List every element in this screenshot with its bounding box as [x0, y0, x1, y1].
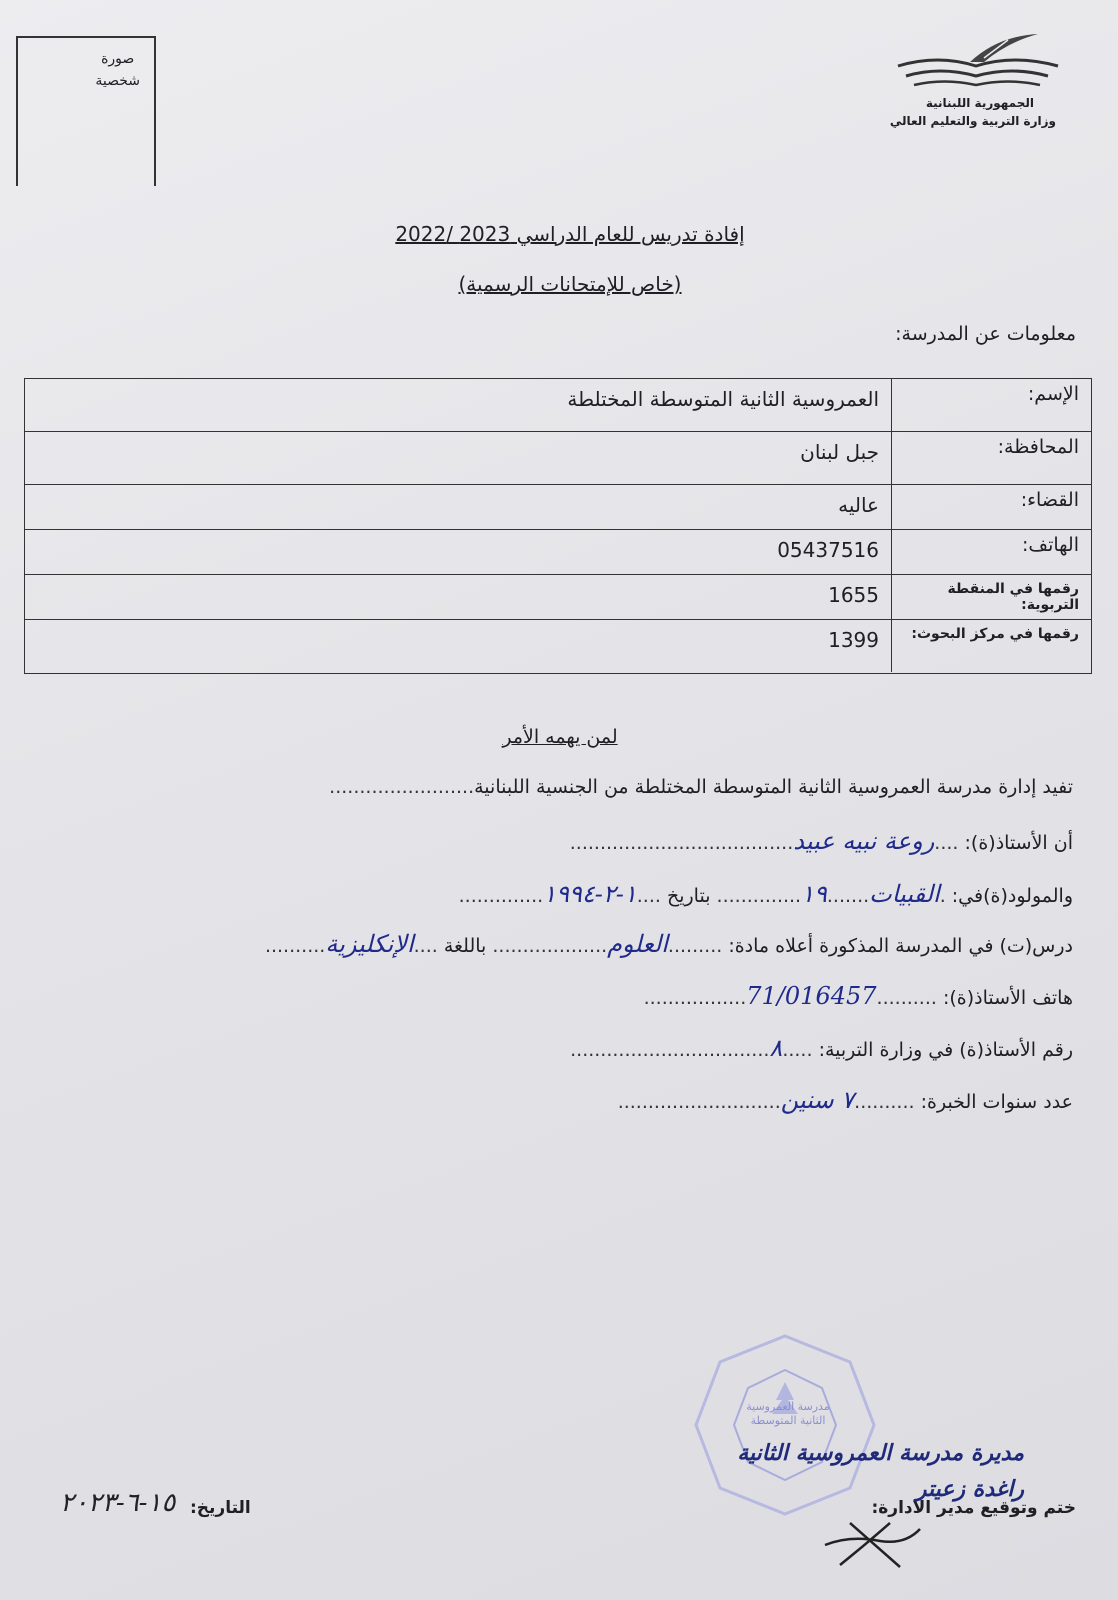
- teacher-name: روعة نبيه عبيد: [793, 827, 935, 855]
- footer-date-value: ١٥-٦-٢٠٢٣: [60, 1488, 176, 1518]
- republic-name: الجمهورية اللبنانية: [925, 96, 1034, 110]
- born-label: والمولود(ة)في:: [951, 885, 1073, 907]
- school-section-label: معلومات عن المدرسة:: [895, 323, 1076, 345]
- row-label-district: القضاء:: [891, 485, 1091, 529]
- teacher-line: أن الأستاذ(ة): ....روعة نبيه عبيد.....................................: [569, 827, 1073, 855]
- photo-label: [95, 48, 140, 92]
- row-value-phone: 05437516: [777, 538, 879, 562]
- row-value-zone-number: 1655: [828, 583, 879, 607]
- table-row: [25, 575, 1091, 620]
- row-value-governorate: جبل لبنان: [800, 440, 879, 464]
- table-row: [25, 432, 1091, 485]
- ministry-line: رقم الأستاذ(ة) في وزارة التربية: .....٨.................................: [570, 1034, 1073, 1062]
- ministry-label: رقم الأستاذ(ة) في وزارة التربية:: [818, 1039, 1073, 1061]
- table-row: [25, 485, 1091, 530]
- born-number: ١٩: [801, 880, 827, 908]
- to-whom-heading: لمن يهمه الأمر: [502, 726, 618, 748]
- row-value-research-number: 1399: [828, 628, 879, 652]
- language-value: الإنكليزية: [325, 930, 414, 958]
- born-place: القبيات: [869, 880, 940, 908]
- row-value-district: عاليه: [838, 493, 879, 517]
- table-row: [25, 530, 1091, 575]
- table-row: [25, 379, 1091, 432]
- principal-title: مديرة مدرسة العمروسية الثانية: [737, 1440, 1024, 1466]
- book-pen-logo-icon: [888, 28, 1074, 98]
- row-label-name: الإسم:: [891, 379, 1091, 431]
- photo-box: [16, 36, 156, 186]
- footer-date-label: التاريخ:: [190, 1498, 251, 1518]
- statement-intro: تفيد إدارة مدرسة العمروسية الثانية المتوسطة المختلطة من الجنسية اللبنانية........................: [329, 776, 1073, 798]
- date-label: بتاريخ: [666, 885, 711, 907]
- language-label: باللغة: [443, 935, 487, 957]
- stamp-text: مدرسة العمروسية الثانية المتوسطة: [746, 1400, 830, 1427]
- subject-value: العلوم: [607, 930, 668, 958]
- signature-label: ختم وتوقيع مدير الادارة:: [871, 1498, 1076, 1518]
- row-label-governorate: المحافظة:: [891, 432, 1091, 484]
- ministry-number: ٨: [769, 1034, 783, 1062]
- principal-name: راغدة زعيتر: [915, 1476, 1024, 1502]
- row-label-research-number: رقمها في مركز البحوث:: [891, 620, 1091, 672]
- row-value-name: العمروسية الثانية المتوسطة المختلطة: [567, 387, 879, 411]
- experience-line: عدد سنوات الخبرة: ..........٧ سنين...........................: [617, 1086, 1073, 1114]
- table-row: [25, 620, 1091, 672]
- signature-scribble-icon: [820, 1515, 930, 1575]
- document-subtitle: (خاص للإمتحانات الرسمية): [458, 272, 682, 296]
- experience-label: عدد سنوات الخبرة:: [920, 1091, 1073, 1113]
- teacher-phone: 71/016457: [746, 982, 877, 1010]
- experience-value: ٧ سنين: [780, 1086, 855, 1114]
- taught-label: درس(ت) في المدرسة المذكورة أعلاه مادة:: [728, 935, 1073, 957]
- phone-line: هاتف الأستاذ(ة): ..........71/016457.................: [643, 982, 1073, 1010]
- ministry-logo: [888, 28, 1074, 138]
- birth-line: والمولود(ة)في: .القبيات.......١٩.............. بتاريخ ....١-٢-١٩٩٤..............: [458, 880, 1073, 908]
- row-label-phone: الهاتف:: [891, 530, 1091, 574]
- photo-label-line2: شخصية: [95, 73, 140, 89]
- intro-text: تفيد إدارة مدرسة العمروسية الثانية المتوسطة المختلطة من الجنسية اللبنانية: [474, 776, 1073, 798]
- school-info-table: [24, 378, 1092, 674]
- ministry-name: وزارة التربية والتعليم العالي: [889, 114, 1056, 128]
- teacher-label: أن الأستاذ(ة):: [964, 832, 1073, 854]
- born-date: ١-٢-١٩٩٤: [543, 880, 637, 908]
- document-title: إفادة تدريس للعام الدراسي 2023 /2022: [395, 222, 745, 246]
- teacher-phone-label: هاتف الأستاذ(ة):: [942, 987, 1073, 1009]
- photo-label-line1: صورة: [101, 51, 135, 67]
- row-label-zone-number: رقمها في المنقطة التربوية:: [891, 575, 1091, 619]
- subject-line: درس(ت) في المدرسة المذكورة أعلاه مادة: .........العلوم................... باللغة ....الإنكليزية..........: [264, 930, 1073, 958]
